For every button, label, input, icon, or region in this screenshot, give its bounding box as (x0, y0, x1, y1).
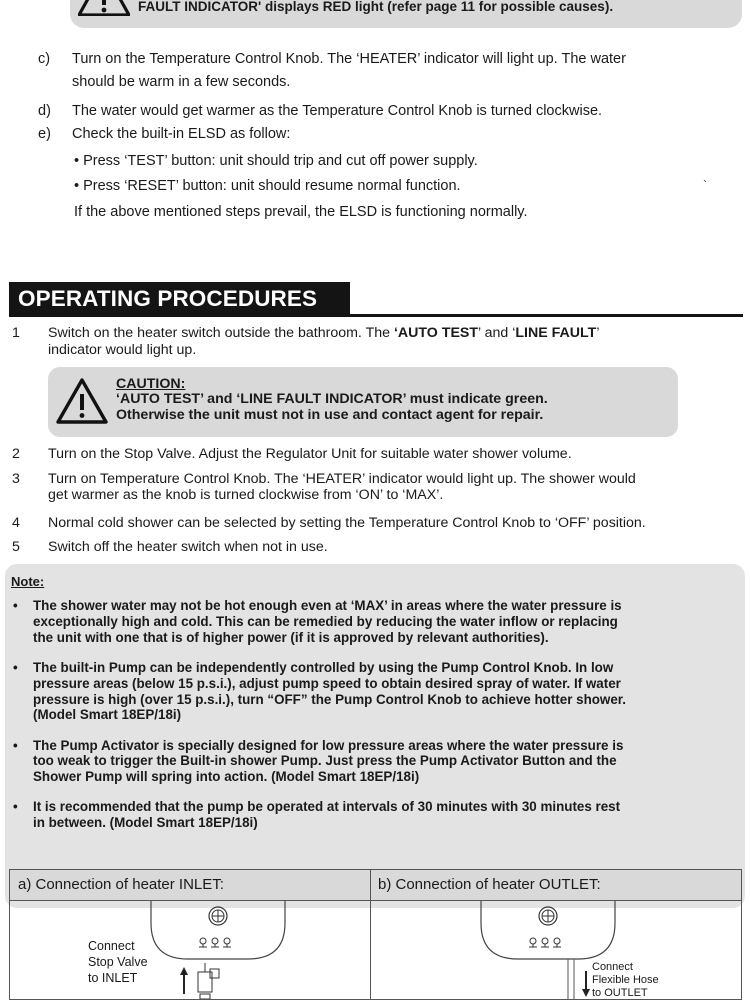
warning-text-line-2: FAULT INDICATOR' displays RED light (refer page 11 for possible causes). (138, 0, 614, 14)
caution-title: CAUTION: (116, 376, 186, 392)
outlet-header: b) Connection of heater OUTLET: (378, 876, 601, 893)
procedure-text-cont: get warmer as the knob is turned clockwise from ‘ON’ to ‘MAX’. (48, 487, 444, 503)
procedure-text-cont: indicator would light up. (48, 342, 197, 358)
step-e (38, 123, 738, 145)
step-d (38, 100, 738, 122)
bullet-icon: • (13, 799, 18, 814)
elsd-bullet-test: • Press ‘TEST’ button: unit should trip and cut off power supply. (74, 153, 478, 169)
section-heading: OPERATING PROCEDURES (9, 282, 350, 316)
caution-line-1: ‘AUTO TEST’ and ‘LINE FAULT INDICATOR’ must indicate green. (116, 391, 548, 407)
procedure-3: 3 Turn on Temperature Control Knob. The ‘HEATER’ indicator would light up. The shower would get warmer as the knob is turned clockwise from ‘ON’ to ‘MAX’. (12, 471, 636, 503)
note-box: Note: • The shower water may not be hot enough even at ‘MAX’ in areas where the water pressure is exceptionally high and cold. This can be remedied by reducing the water inflow or replacing the unit with one that is of higher power (if it is approved by relevant authorities). • The built-in Pump can be independently controlled by using the Pump Control Knob. In low pressure areas (below 15 p.s.i.), adjust pump speed to obtain desired spray of water. If water pressure is high (over 15 p.s.i.), turn “OFF” the Pump Control Knob to achieve hotter shower. (Model Smart 18EP/18i) • The Pump Activator is specially designed for low pressure areas where the water pressure is too weak to trigger the Built-in shower Pump. Just press the Pump Activator Button and the Shower Pump will spring into action. (Model Smart 18EP/18i) • It is recommended that the pump be operated at intervals of 30 minutes with 30 minutes rest in between. (Model Smart 18EP/18i) (5, 564, 745, 908)
step-label: e) (38, 126, 51, 142)
bullet-icon: • (13, 660, 18, 675)
heading-rule (9, 314, 743, 317)
caution-box (48, 367, 678, 437)
inlet-label-3: to INLET (88, 971, 138, 985)
bullet-icon: • (13, 738, 18, 753)
step-text-cont: should be warm in a few seconds. (72, 74, 291, 90)
warning-icon (78, 0, 130, 16)
bullet-icon: • (13, 598, 18, 613)
outlet-label-2: Flexible Hose (592, 974, 659, 986)
procedure-4: 4 Normal cold shower can be selected by setting the Temperature Control Knob to ‘OFF’ position. (12, 515, 646, 531)
step-label: d) (38, 103, 51, 119)
step-text: Check the built-in ELSD as follow: (72, 126, 291, 142)
connection-table (9, 869, 742, 1000)
elsd-conclusion: If the above mentioned steps prevail, the ELSD is functioning normally. (74, 204, 528, 220)
procedure-2: 2 Turn on the Stop Valve. Adjust the Regulator Unit for suitable water shower volume. (12, 446, 572, 462)
procedure-1: 1 Switch on the heater switch outside the bathroom. The ‘AUTO TEST’ and ‘LINE FAULT’ indicator would light up. (12, 325, 600, 358)
inlet-label-1: Connect (88, 939, 135, 953)
column-divider (370, 870, 371, 999)
step-text: Turn on the Temperature Control Knob. The ‘HEATER’ indicator will light up. The water (72, 51, 626, 67)
heater-inlet-diagram (148, 901, 288, 999)
step-text: The water would get warmer as the Temperature Control Knob is turned clockwise. (72, 103, 603, 119)
caution-line-2: Otherwise the unit must not in use and contact agent for repair. (116, 407, 544, 423)
note-title: Note: (11, 574, 45, 589)
procedure-5: 5 Switch off the heater switch when not in use. (12, 539, 328, 555)
outlet-label-1: Connect (592, 961, 633, 973)
stray-mark: ` (703, 178, 707, 192)
elsd-bullet-reset: • Press ‘RESET’ button: unit should resume normal function. (74, 178, 461, 194)
step-c (38, 48, 748, 96)
outlet-label-3: to OUTLET (592, 987, 648, 999)
step-label: c) (38, 51, 51, 67)
inlet-label-2: Stop Valve (88, 955, 148, 969)
inlet-header: a) Connection of heater INLET: (18, 876, 224, 893)
warning-box (70, 0, 742, 28)
warning-icon (56, 377, 108, 425)
